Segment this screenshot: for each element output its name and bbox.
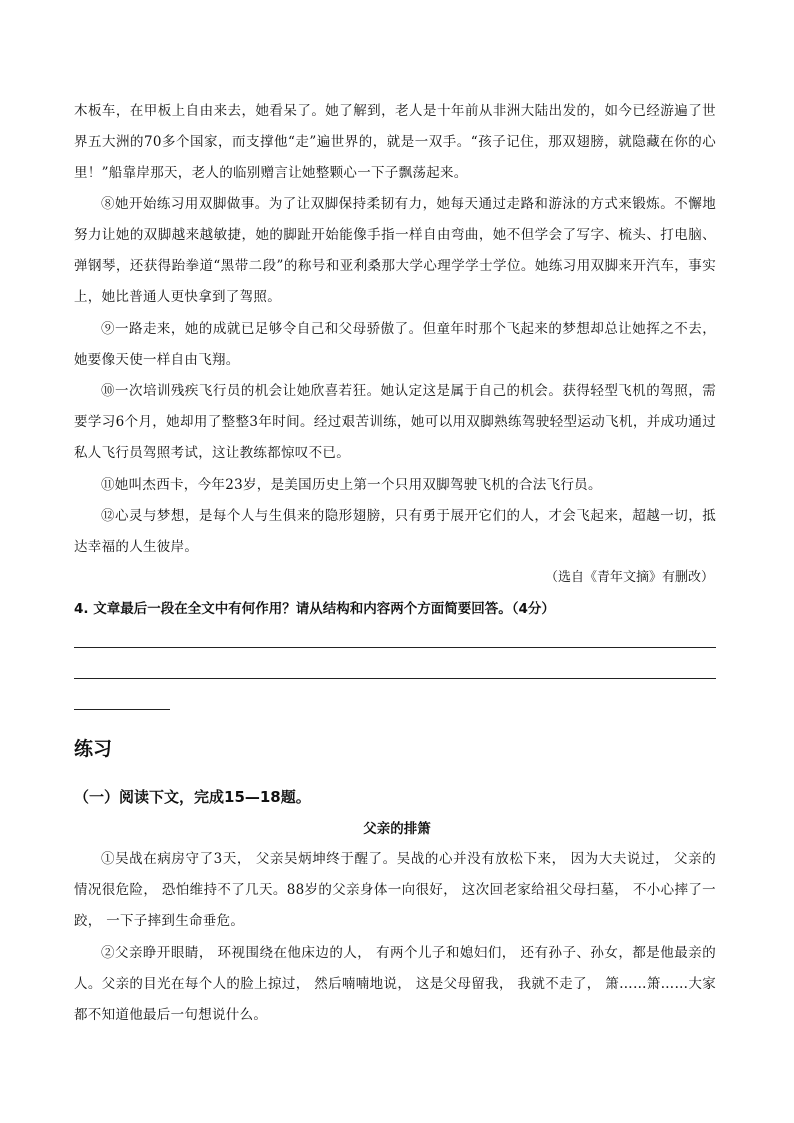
answer-line-1[interactable] [74,647,716,648]
answer-line-3[interactable] [74,709,170,710]
answer-line-2[interactable] [74,678,716,679]
article-paragraph-1: ①吴战在病房守了3天， 父亲吴炳坤终于醒了。吴战的心并没有放松下来， 因为大夫说过， 父亲的情况很危险， 恐怕维持不了几天。88岁的父亲身体一向很好， 这次回老家给祖父母扫墓， 不小心摔了一跤， 一下子摔到生命垂危。 [74,851,716,929]
paragraph-12: ⑫心灵与梦想，是每个人与生俱来的隐形翅膀，只有勇于展开它们的人，才会飞起来，超越一切，抵达幸福的人生彼岸。 [74,508,716,555]
paragraph-10: ⑩一次培训残疾飞行员的机会让她欣喜若狂。她认定这是属于自己的机会。获得轻型飞机的驾照，需要学习6个月，她却用了整整3年时间。经过艰苦训练，她可以用双脚熟练驾驶轻型运动飞机，并成功通过私人飞行员驾照考试，这让教练都惊叹不已。 [74,383,716,461]
paragraph-9: ⑨一路走来，她的成就已足够令自己和父母骄傲了。但童年时那个飞起来的梦想却总让她挥之不去，她要像天使一样自由飞翔。 [74,321,716,368]
paragraph-11: ⑪她叫杰西卡，今年23岁，是美国历史上第一个只用双脚驾驶飞机的合法飞行员。 [101,477,602,493]
paragraph-8: ⑧她开始练习用双脚做事。为了让双脚保持柔韧有力，她每天通过走路和游泳的方式来锻炼。不懈地努力让她的双脚越来越敏捷，她的脚趾开始能像手指一样自由弯曲，她不但学会了写字、梳头、打电脑、弹钢琴，还获得跆拳道“黑带二段”的称号和亚利桑那大学心理学学士学位。她练习用双脚来开汽车，事实上，她比普通人更快拿到了驾照。 [74,196,716,305]
practice-subheading: （一）阅读下文，完成15—18题。 [74,788,311,806]
question-4: 4. 文章最后一段在全文中有何作用？请从结构和内容两个方面简要回答。（4分） [74,601,555,617]
article-paragraph-2: ②父亲睁开眼睛， 环视围绕在他床边的人， 有两个儿子和媳妇们， 还有孙子、孙女，都是他最亲的人。父亲的目光在每个人的脸上掠过， 然后喃喃地说， 这是父母留我， 我就不走了， 箫……箫……大家都不知道他最后一句想说什么。 [74,945,716,1023]
article-title: 父亲的排箫 [363,821,431,837]
source-citation: （选自《青年文摘》有删改） [544,570,714,585]
practice-heading: 练习 [74,738,113,760]
paragraph-continued: 木板车，在甲板上自由来去，她看呆了。她了解到，老人是十年前从非洲大陆出发的，如今已经游遍了世界五大洲的70多个国家，而支撑他“走”遍世界的，就是一双手。“孩子记住，那双翅膀，就隐藏在你的心里！”船靠岸那天，老人的临别赠言让她整颗心一下子飘荡起来。 [74,103,716,181]
